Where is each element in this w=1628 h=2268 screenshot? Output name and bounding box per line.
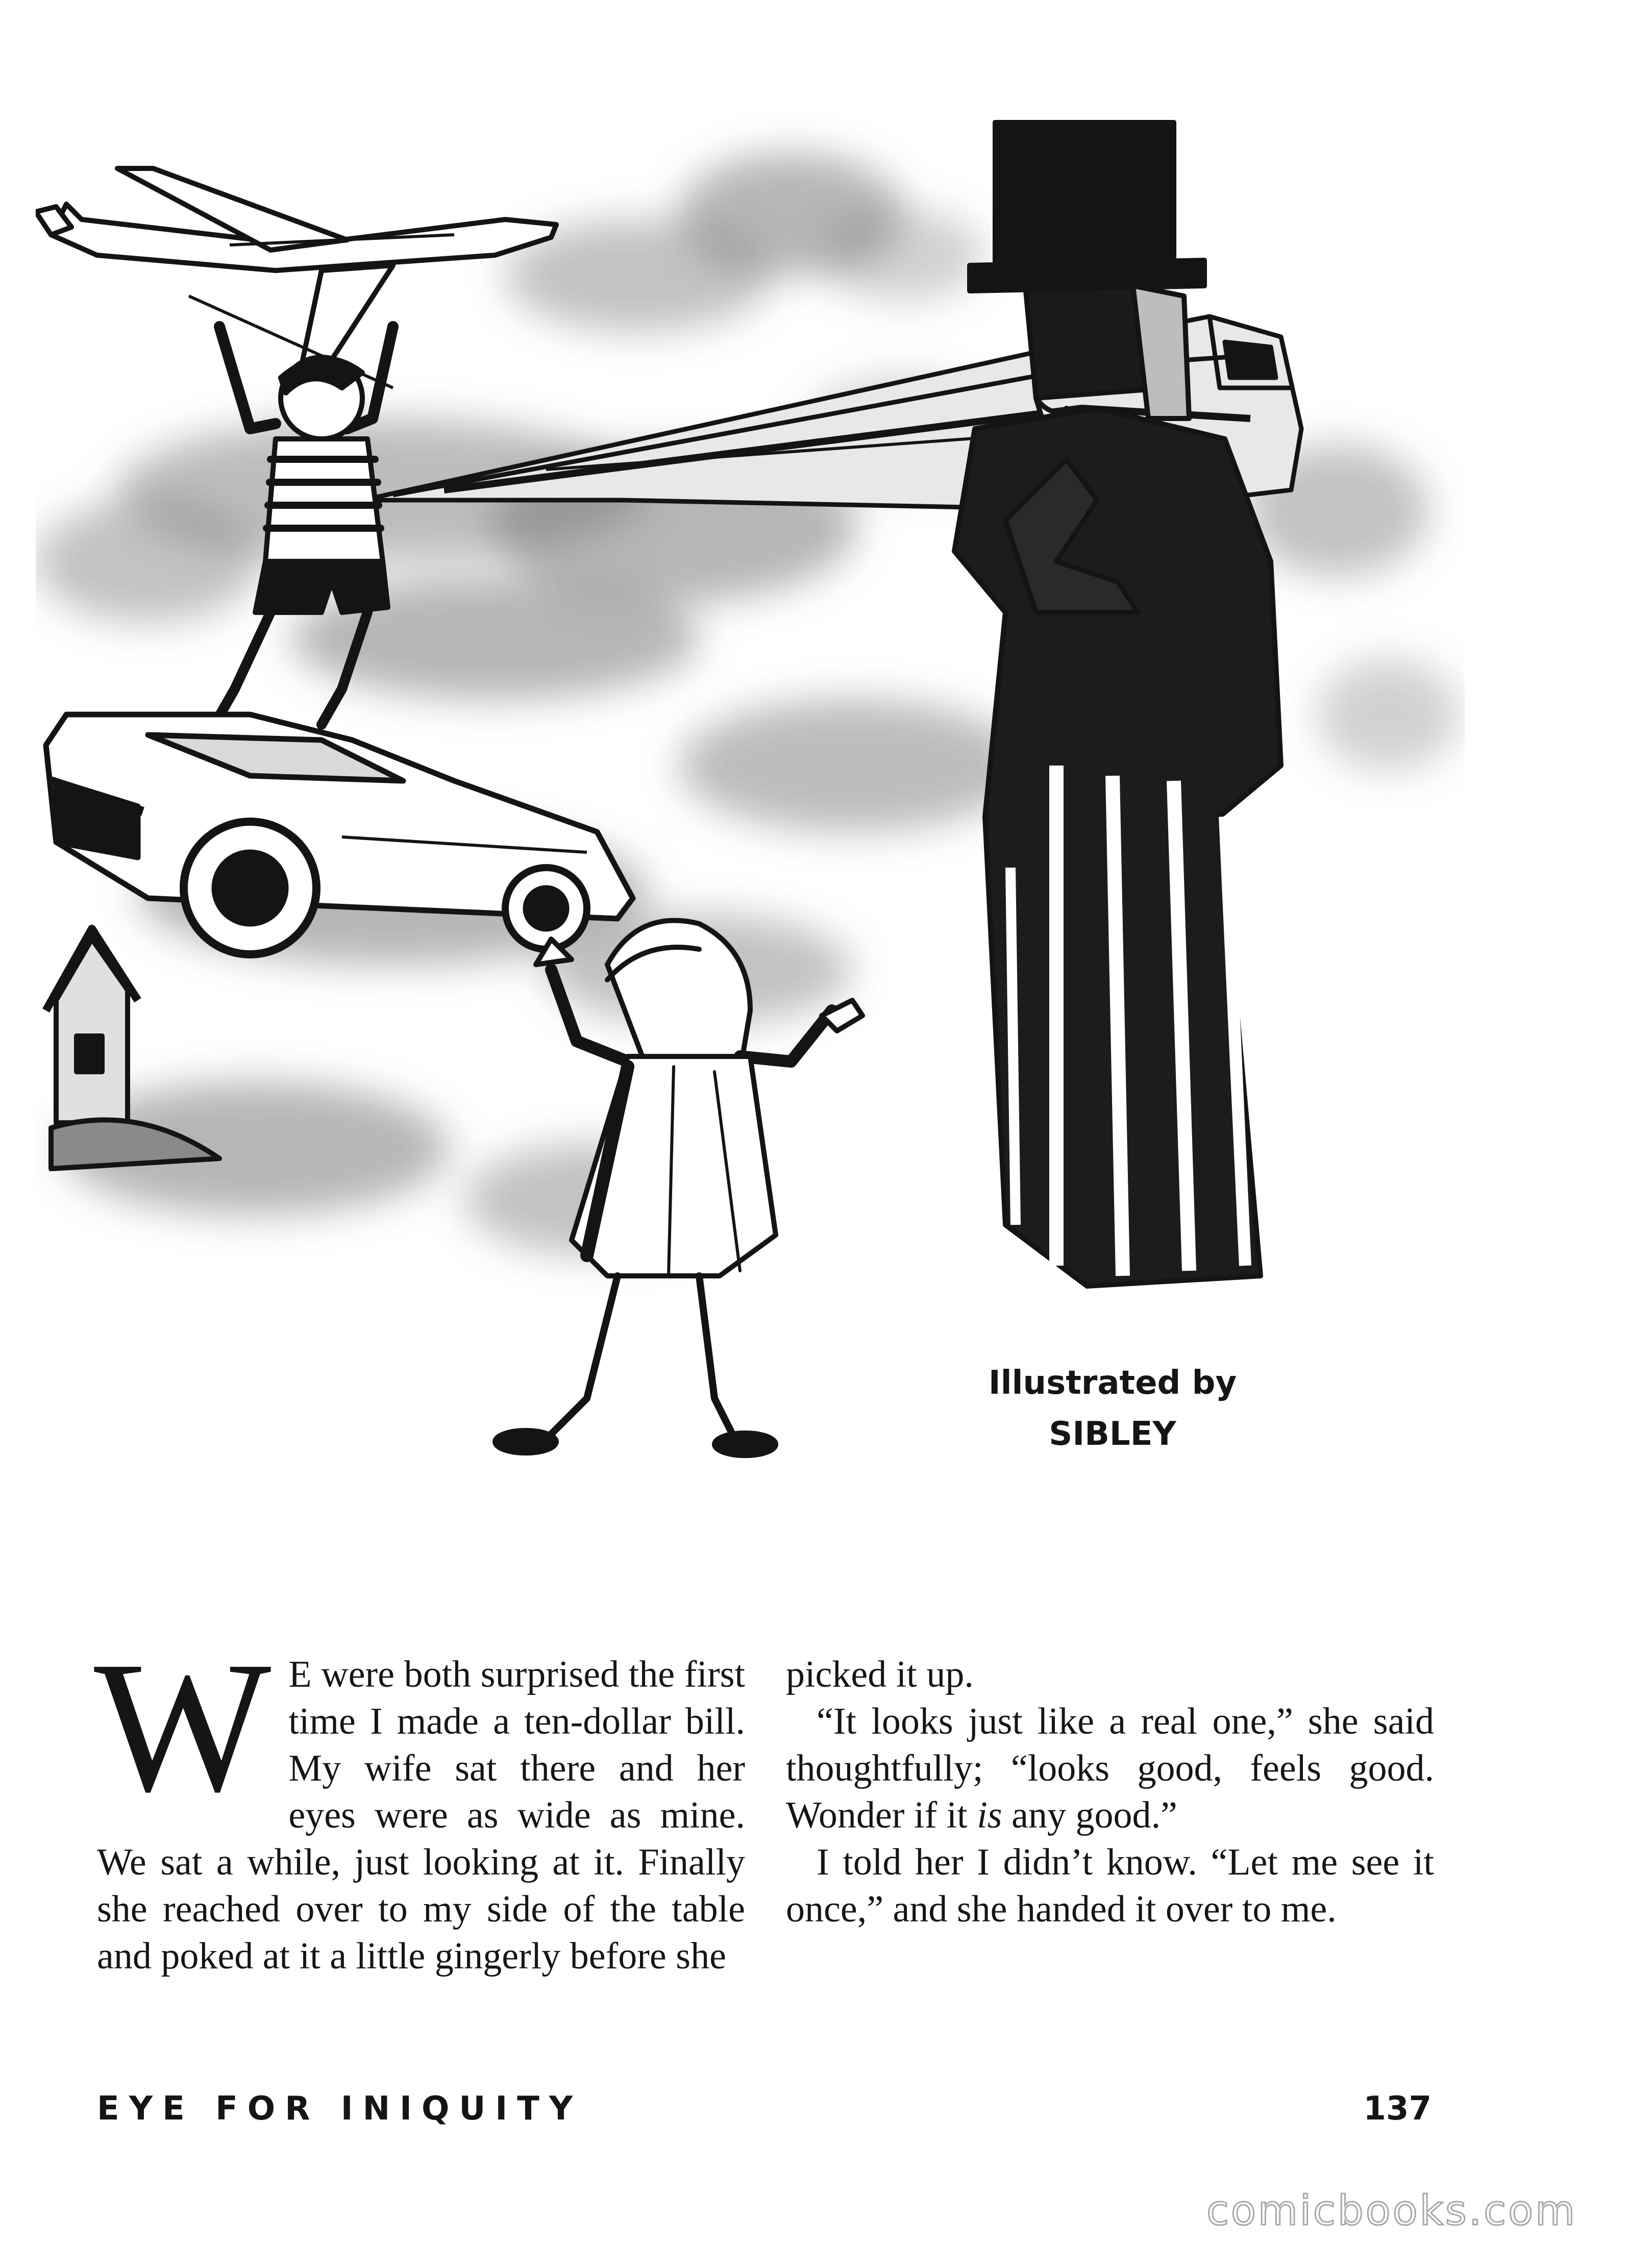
story-column-left: [94, 1622, 745, 1980]
story-illustration: [36, 102, 1465, 1490]
story-paragraph-3: I told her I didn’t know. “Let me see it once,” and she handed it over to me.: [786, 1841, 1434, 1930]
story-column-right: [786, 1651, 1434, 1933]
airplane-icon: [36, 168, 556, 388]
credit-line-1: Illustrated by: [988, 1364, 1237, 1402]
story-paragraph-1: E were both surprised the first time I made a ten-dollar bill. My wife sat there and her eyes were as wide as mine. We sat a while, just looking at it. Finally she reached over to my side of the table and poked at it a little gingerly before she: [97, 1654, 745, 1977]
uncle-sam-icon: [954, 122, 1281, 1286]
illustrator-credit: [959, 1358, 1266, 1460]
story-paragraph-continued: picked it up.: [786, 1654, 974, 1695]
story-paragraph-2: “It looks just like a real one,” she said thoughtfully; “looks good, feels good. Wonder if it is any good.”: [786, 1700, 1434, 1836]
running-footer-title: EYE FOR INIQUITY: [97, 2090, 583, 2128]
watermark: comicbooks.com: [1206, 2187, 1577, 2234]
drop-cap: W: [94, 1622, 272, 1831]
emphasis-is: is: [977, 1794, 1002, 1836]
page-number: 137: [1363, 2090, 1432, 2128]
credit-line-2: SIBLEY: [1049, 1415, 1176, 1453]
